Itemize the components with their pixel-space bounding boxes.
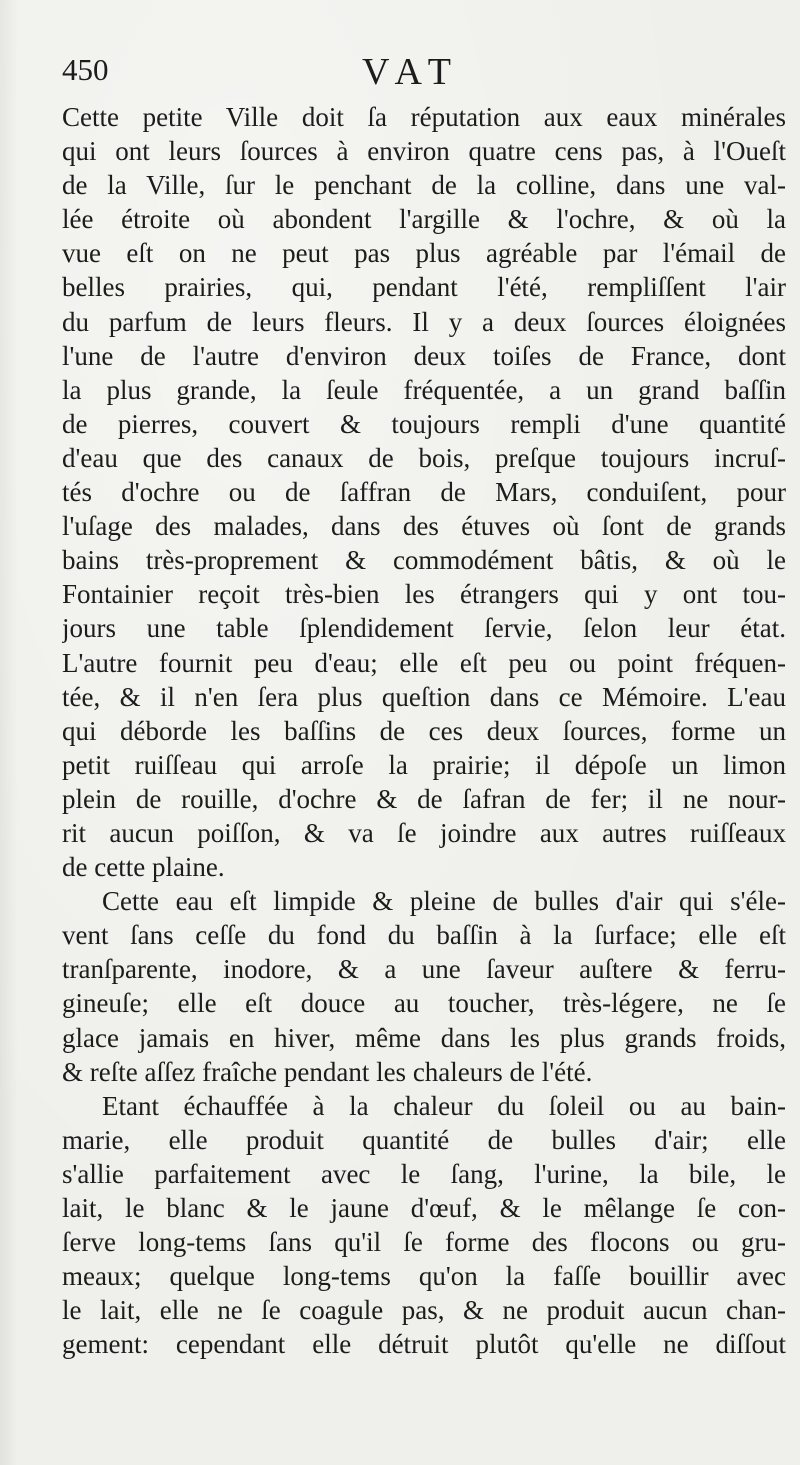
text-line: Etant échauffée à la chaleur du ſoleil ou au bain-: [102, 1090, 786, 1121]
text-line: qui ont leurs ſources à environ quatre cens pas, à l'Oueſt: [62, 136, 786, 167]
text-line: tés d'ochre ou de ſaffran de Mars, conduiſent, pour: [62, 477, 786, 508]
paragraph-1: [62, 100, 786, 884]
text-line: gineuſe; elle eſt douce au toucher, très-légere, ne ſe: [62, 988, 786, 1019]
body-text: [62, 100, 786, 1361]
text-line: le lait, elle ne ſe coagule pas, & ne produit aucun chan-: [62, 1295, 786, 1326]
text-line: L'autre fournit peu d'eau; elle eſt peu ou point fréquen-: [62, 647, 786, 678]
text-line: de pierres, couvert & toujours rempli d'une quantité: [62, 408, 786, 439]
text-line: & reſte aſſez fraîche pendant les chaleurs de l'été.: [62, 1056, 593, 1087]
text-line: Cette eau eſt limpide & pleine de bulles d'air qui s'éle-: [102, 886, 786, 917]
text-line: lait, le blanc & le jaune d'œuf, & le mêlange ſe con-: [62, 1193, 786, 1223]
running-head: VAT: [362, 51, 461, 93]
text-line: tée, & il n'en ſera plus queſtion dans ce Mémoire. L'eau: [62, 681, 786, 712]
text-line: l'une de l'autre d'environ deux toiſes de France, dont: [62, 340, 786, 371]
text-line: belles prairies, qui, pendant l'été, rempliſſent l'air: [62, 272, 786, 303]
text-line: l'uſage des malades, dans des étuves où ſont de grands: [62, 511, 786, 542]
page-number: 450: [62, 52, 109, 87]
text-line: rit aucun poiſſon, & va ſe joindre aux autres ruiſſeaux: [62, 817, 786, 848]
text-line: Cette petite Ville doit ſa réputation aux eaux minérales: [62, 102, 786, 132]
text-line: du parfum de leurs fleurs. Il y a deux ſources éloignées: [62, 306, 786, 337]
text-line: marie, elle produit quantité de bulles d'air; elle: [62, 1124, 786, 1155]
text-line: ſerve long-tems ſans qu'il ſe forme des flocons ou gru-: [62, 1227, 786, 1258]
text-line: petit ruiſſeau qui arroſe la prairie; il dépoſe un limon: [62, 749, 786, 780]
text-line: meaux; quelque long-tems qu'on la faſſe bouillir avec: [62, 1261, 786, 1292]
text-line: tranſparente, inodore, & a une ſaveur auſtere & ferru-: [62, 954, 786, 985]
text-line: lée étroite où abondent l'argille & l'ochre, & où la: [62, 204, 786, 235]
text-line: gement: cependant elle détruit plutôt qu'elle ne diſſout: [62, 1329, 786, 1360]
text-line: qui déborde les baſſins de ces deux ſources, forme un: [62, 715, 786, 746]
text-line: bains très-proprement & commodément bâtis, & où le: [62, 545, 786, 576]
text-line: de la Ville, ſur le penchant de la colline, dans une val-: [62, 170, 786, 201]
text-line: s'allie parfaitement avec le ſang, l'urine, la bile, le: [62, 1158, 786, 1189]
text-line: d'eau que des canaux de bois, preſque toujours incruſ-: [62, 442, 786, 473]
text-line: la plus grande, la ſeule fréquentée, a un grand baſſin: [62, 374, 786, 405]
paragraph-2: [62, 884, 786, 1089]
text-line: Fontainier reçoit très-bien les étrangers qui y ont tou-: [62, 579, 786, 610]
paragraph-3: [62, 1089, 786, 1362]
text-line: vue eſt on ne peut pas plus agréable par l'émail de: [62, 238, 786, 269]
text-line: jours une table ſplendidement ſervie, ſelon leur état.: [62, 613, 786, 644]
page-header: [62, 52, 782, 102]
text-line: vent ſans ceſſe du fond du baſſin à la ſurface; elle eſt: [62, 920, 786, 951]
text-line: de cette plaine.: [62, 852, 225, 883]
text-line: glace jamais en hiver, même dans les plus grands froids,: [62, 1022, 786, 1053]
text-line: plein de rouille, d'ochre & de ſafran de fer; il ne nour-: [62, 783, 786, 814]
